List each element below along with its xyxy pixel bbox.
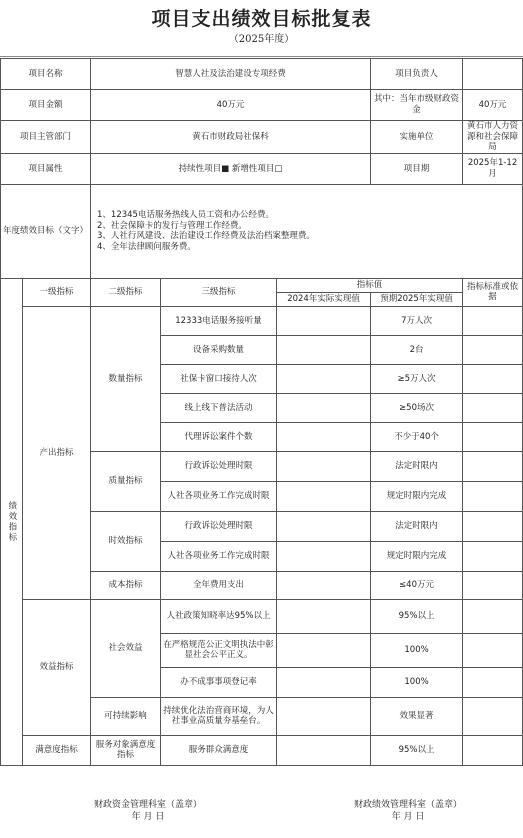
project-amount-value: 40万元 <box>91 90 371 121</box>
indicator-actual <box>277 422 371 451</box>
indicator-name: 12333电话服务接听量 <box>161 306 277 335</box>
indicator-header-row <box>1 278 523 292</box>
indicator-planned: ≤40万元 <box>371 571 463 599</box>
fiscal-funds-label: 其中：当年市级财政资金 <box>371 90 463 121</box>
objective-line: 4、全年法律顾问服务费。 <box>97 242 196 252</box>
info-row-attr <box>1 153 523 184</box>
indicator-standard <box>463 735 523 765</box>
signature-date: 年 月 日 <box>391 811 425 822</box>
signature-label: 财政资金管理科室（盖章） <box>93 800 202 810</box>
indicator-actual <box>277 451 371 481</box>
project-name-label: 项目名称 <box>1 59 91 90</box>
objective-line: 2、社会保障卡的发行与管理工作经费。 <box>97 220 247 231</box>
indicator-planned: 100% <box>371 667 463 697</box>
indicator-standard <box>463 335 523 364</box>
indicator-standard <box>463 571 523 599</box>
performance-table <box>0 58 523 766</box>
objective-line: 1、12345电话服务热线人员工资和办公经费。 <box>97 210 274 221</box>
indicator-actual <box>277 364 371 393</box>
indicator-name: 全年费用支出 <box>161 571 277 599</box>
indicator-actual <box>277 735 371 765</box>
output-indicators-label: 产出指标 <box>23 306 91 599</box>
fiscal-funds-value: 40万元 <box>463 90 523 121</box>
indicator-actual <box>277 571 371 599</box>
indicator-planned: 95%以上 <box>371 735 463 765</box>
indicator-actual <box>277 306 371 335</box>
satisfaction-indicators-label: 满意度指标 <box>23 735 91 765</box>
annual-objective-text <box>91 184 523 278</box>
indicator-standard-header: 指标标准或依据 <box>463 278 523 306</box>
supervising-dept-value: 黄石市财政局社保科 <box>91 121 371 154</box>
timeliness-indicators-label: 时效指标 <box>91 511 161 571</box>
indicator-name: 设备采购数量 <box>161 335 277 364</box>
signature-label: 财政绩效管理科室（盖章） <box>353 800 462 810</box>
project-period-label: 项目期 <box>371 153 463 184</box>
project-leader-value <box>463 59 523 90</box>
indicator-name: 办不成事事项登记率 <box>161 667 277 697</box>
actual-2024-header: 2024年实际实现值 <box>277 292 371 306</box>
service-satisfaction-label: 服务对象满意度指标 <box>91 735 161 765</box>
indicator-standard <box>463 364 523 393</box>
indicator-planned: 不少于40个 <box>371 422 463 451</box>
finance-performance-office-signature <box>308 800 508 823</box>
indicator-name: 服务群众满意度 <box>161 735 277 765</box>
project-attribute-label: 项目属性 <box>1 153 91 184</box>
implementing-unit-label: 实施单位 <box>371 121 463 154</box>
indicator-actual <box>277 633 371 667</box>
level1-header: 一级指标 <box>23 278 91 306</box>
indicator-name: 人社各项业务工作完成时限 <box>161 481 277 511</box>
table-row <box>1 599 523 633</box>
indicator-standard <box>463 306 523 335</box>
info-row-amount <box>1 90 523 121</box>
annual-objective-label: 年度绩效目标（文字） <box>1 184 91 278</box>
indicator-standard <box>463 541 523 571</box>
indicator-planned: 7万人次 <box>371 306 463 335</box>
finance-funds-office-signature <box>48 800 248 823</box>
indicator-actual <box>277 393 371 422</box>
indicator-name: 社保卡窗口接待人次 <box>161 364 277 393</box>
sustainable-impact-label: 可持续影响 <box>91 697 161 735</box>
indicator-planned: 95%以上 <box>371 599 463 633</box>
project-name-value: 智慧人社及法治建设专项经费 <box>91 59 371 90</box>
objective-line: 3、人社行风建设、法治建设工作经费及法治档案整理费。 <box>97 231 315 242</box>
indicator-name: 线上线下普法活动 <box>161 393 277 422</box>
info-row-name <box>1 59 523 90</box>
objective-row <box>1 184 523 278</box>
indicator-standard <box>463 667 523 697</box>
indicator-planned: 法定时限内 <box>371 451 463 481</box>
indicator-planned: ≥5万人次 <box>371 364 463 393</box>
indicator-planned: 100% <box>371 633 463 667</box>
indicator-planned: 规定时限内完成 <box>371 481 463 511</box>
cost-indicators-label: 成本指标 <box>91 571 161 599</box>
indicator-planned: 效果显著 <box>371 697 463 735</box>
performance-indicators-side-label <box>1 278 23 765</box>
supervising-dept-label: 项目主管部门 <box>1 121 91 154</box>
indicator-standard <box>463 511 523 541</box>
quality-indicators-label: 质量指标 <box>91 451 161 511</box>
planned-2025-header: 预期2025年实现值 <box>371 292 463 306</box>
indicator-standard <box>463 599 523 633</box>
indicator-standard <box>463 422 523 451</box>
indicator-actual <box>277 697 371 735</box>
indicator-planned: 法定时限内 <box>371 511 463 541</box>
indicator-planned: 规定时限内完成 <box>371 541 463 571</box>
indicator-actual <box>277 667 371 697</box>
benefit-indicators-label: 效益指标 <box>23 599 91 735</box>
social-benefit-label: 社会效益 <box>91 599 161 697</box>
indicator-standard <box>463 697 523 735</box>
indicator-standard <box>463 451 523 481</box>
indicator-actual <box>277 335 371 364</box>
side-label-text: 绩效指标 <box>6 500 17 543</box>
indicator-standard <box>463 633 523 667</box>
indicator-values-header: 指标值 <box>277 278 463 292</box>
project-period-value: 2025年1-12月 <box>463 153 523 184</box>
indicator-name: 在严格规范公正文明执法中彰显社会公平正义。 <box>161 633 277 667</box>
indicator-name: 人社各项业务工作完成时限 <box>161 541 277 571</box>
project-leader-label: 项目负责人 <box>371 59 463 90</box>
level3-header: 三级指标 <box>161 278 277 306</box>
indicator-standard <box>463 481 523 511</box>
signature-date: 年 月 日 <box>131 811 165 822</box>
quantity-indicators-label: 数量指标 <box>91 306 161 451</box>
indicator-actual <box>277 511 371 541</box>
page-title: 项目支出绩效目标批复表 <box>151 8 372 30</box>
header-divider <box>0 56 523 57</box>
indicator-name: 持续优化法治营商环境，为人社事业高质量夯基垒台。 <box>161 697 277 735</box>
level2-header: 二级指标 <box>91 278 161 306</box>
info-row-dept <box>1 121 523 154</box>
indicator-standard <box>463 393 523 422</box>
indicator-name: 行政诉讼处理时限 <box>161 451 277 481</box>
indicator-name: 行政诉讼处理时限 <box>161 511 277 541</box>
project-attribute-value: 持续性项目■ 新增性项目□ <box>91 153 371 184</box>
project-amount-label: 项目金额 <box>1 90 91 121</box>
page-subtitle-year: （2025年度） <box>228 34 295 45</box>
table-row <box>1 306 523 335</box>
implementing-unit-value: 黄石市人力资源和社会保障局 <box>463 121 523 154</box>
indicator-name: 代理诉讼案件个数 <box>161 422 277 451</box>
indicator-actual <box>277 481 371 511</box>
indicator-actual <box>277 599 371 633</box>
table-row <box>1 735 523 765</box>
indicator-name: 人社政策知晓率达95%以上 <box>161 599 277 633</box>
indicator-planned: ≥50场次 <box>371 393 463 422</box>
indicator-actual <box>277 541 371 571</box>
indicator-planned: 2台 <box>371 335 463 364</box>
